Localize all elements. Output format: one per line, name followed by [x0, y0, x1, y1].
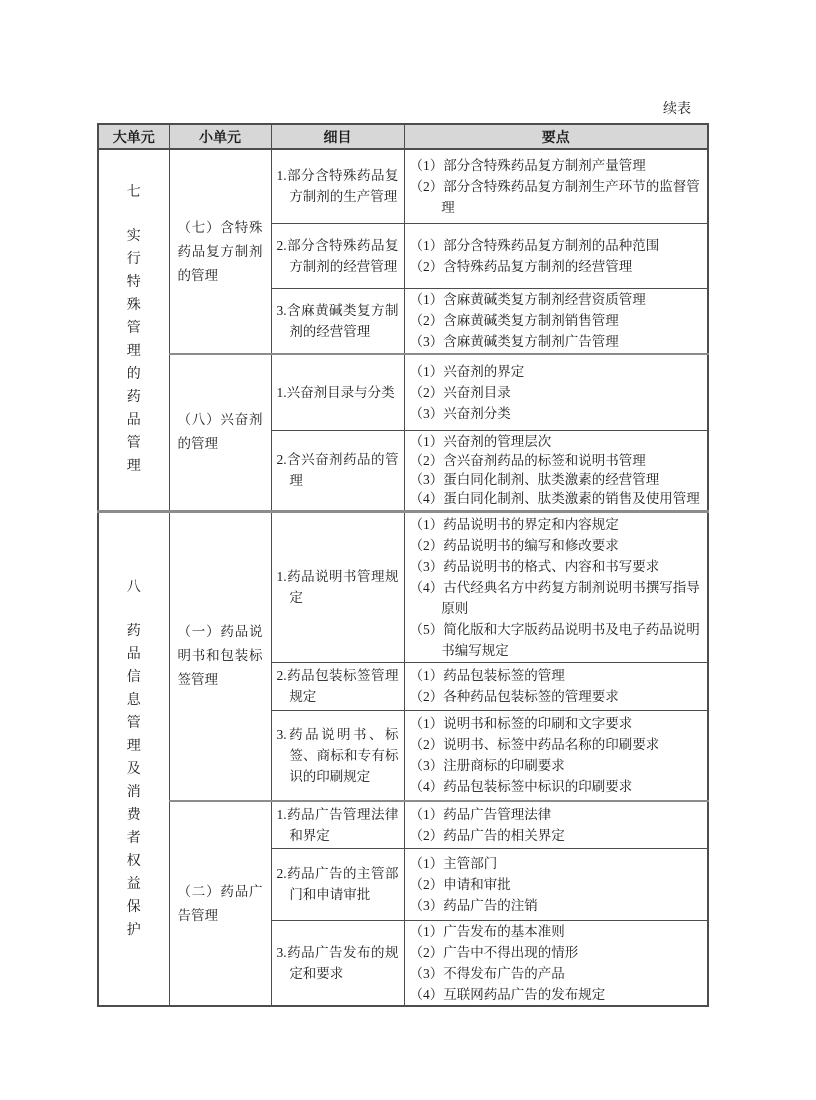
point: （4）互联网药品广告的发布规定 — [409, 986, 606, 1002]
item-cell — [271, 710, 404, 801]
item-cell — [271, 662, 404, 710]
header-minor-unit: 小单元 — [169, 124, 271, 149]
point: （1）说明书和标签的印刷和文字要求 — [409, 716, 633, 732]
item-text: 1.兴奋剂目录与分类 — [276, 384, 395, 400]
item-text: 3.含麻黄碱类复方制剂的经营管理 — [276, 302, 399, 339]
item-text: 2.药品包装标签管理规定 — [276, 668, 399, 704]
subunit-cell: （一）药品说明书和包装标签管理 — [169, 511, 271, 801]
point: （2）含特殊药品复方制剂的经营管理 — [409, 258, 633, 274]
unit-vertical-text — [126, 181, 141, 478]
item-text: 2.含兴奋剂药品的管理 — [276, 452, 399, 488]
point: （2）各种药品包装标签的管理要求 — [409, 689, 619, 704]
syllabus-table — [97, 123, 709, 1007]
point: （3）蛋白同化制剂、肽类激素的经营管理 — [409, 472, 660, 487]
points-cell — [404, 223, 708, 288]
table-row — [98, 149, 708, 223]
points-cell — [404, 662, 708, 710]
point: （2）说明书、标签中药品名称的印刷要求 — [409, 737, 660, 753]
point: （1）兴奋剂的界定 — [409, 363, 525, 379]
subunit-cell: （七）含特殊药品复方制剂的管理 — [169, 149, 271, 354]
table-row — [98, 801, 708, 848]
item-cell — [271, 354, 404, 430]
point: （1）主管部门 — [409, 855, 498, 871]
points-cell — [404, 430, 708, 511]
points-cell — [404, 149, 708, 223]
points-cell — [404, 710, 708, 801]
point: （3）含麻黄碱类复方制剂广告管理 — [409, 334, 619, 350]
unit-number: 七 — [126, 185, 141, 201]
item-cell — [271, 223, 404, 288]
point: （4）药品包装标签中标识的印刷要求 — [409, 779, 633, 795]
point: （1）药品广告管理法律 — [409, 806, 552, 822]
subunit-cell: （八）兴奋剂的管理 — [169, 354, 271, 511]
unit-cell-8 — [98, 511, 169, 1006]
unit-cell-7 — [98, 149, 169, 511]
item-text: 3.药品广告发布的规定和要求 — [276, 944, 399, 981]
point: （2）广告中不得出现的情形 — [409, 944, 579, 960]
point: （3）注册商标的印刷要求 — [409, 758, 565, 774]
point: （2）药品广告的相关界定 — [409, 827, 565, 843]
item-text: 2.药品广告的主管部门和申请审批 — [276, 866, 399, 902]
item-cell — [271, 848, 404, 920]
item-text: 1.药品广告管理法律和界定 — [276, 806, 399, 843]
point: （1）药品说明书的界定和内容规定 — [409, 516, 619, 532]
point: （1）部分含特殊药品复方制剂产量管理 — [409, 157, 646, 173]
point: （2）药品说明书的编写和修改要求 — [409, 537, 619, 553]
point: （2）含兴奋剂药品的标签和说明书管理 — [409, 453, 646, 468]
item-text: 2.部分含特殊药品复方制剂的经营管理 — [276, 237, 399, 274]
point: （3）不得发布广告的产品 — [409, 965, 565, 981]
item-cell — [271, 288, 404, 354]
item-cell — [271, 149, 404, 223]
unit-title: 实行特殊管理的药品管理 — [126, 229, 141, 475]
points-cell — [404, 848, 708, 920]
continued-table-label: 续表 — [663, 102, 691, 117]
document-sheet — [97, 100, 707, 1007]
points-cell — [404, 801, 708, 848]
point: （1）广告发布的基本准则 — [409, 923, 565, 939]
point: （4）古代经典名方中药复方制剂说明书撰写指导原则 — [409, 579, 700, 616]
item-text: 1.部分含特殊药品复方制剂的生产管理 — [276, 168, 399, 205]
point: （3）兴奋剂分类 — [409, 405, 511, 421]
point: （4）蛋白同化制剂、肽类激素的销售及使用管理 — [409, 491, 700, 506]
points-cell — [404, 920, 708, 1006]
point: （2）申请和审批 — [409, 876, 511, 892]
unit-title: 药品信息管理及消费者权益保护 — [126, 623, 141, 938]
point: （3）药品说明书的格式、内容和书写要求 — [409, 558, 660, 574]
header-key-points: 要点 — [404, 124, 708, 149]
point: （1）药品包装标签的管理 — [409, 668, 565, 683]
point: （2）含麻黄碱类复方制剂销售管理 — [409, 313, 619, 329]
unit-vertical-text — [126, 576, 141, 942]
item-text: 3.药品说明书、标签、商标和专有标识的印刷规定 — [276, 726, 399, 784]
header-detail: 细目 — [271, 124, 404, 149]
item-cell — [271, 920, 404, 1006]
table-row — [98, 511, 708, 662]
point: （1）部分含特殊药品复方制剂的品种范围 — [409, 237, 660, 253]
point: （2）兴奋剂目录 — [409, 384, 511, 400]
table-row — [98, 354, 708, 430]
item-cell — [271, 430, 404, 511]
item-text: 1.药品说明书管理规定 — [276, 569, 399, 605]
item-cell — [271, 801, 404, 848]
unit-number: 八 — [126, 579, 141, 595]
points-cell — [404, 511, 708, 662]
header-row — [98, 124, 708, 149]
item-cell — [271, 511, 404, 662]
point: （1）兴奋剂的管理层次 — [409, 434, 552, 449]
header-major-unit: 大单元 — [98, 124, 169, 149]
point: （1）含麻黄碱类复方制剂经营资质管理 — [409, 292, 646, 308]
point: （5）简化版和大字版药品说明书及电子药品说明书编写规定 — [409, 621, 700, 658]
points-cell — [404, 354, 708, 430]
points-cell — [404, 288, 708, 354]
subunit-cell: （二）药品广告管理 — [169, 801, 271, 1006]
point: （2）部分含特殊药品复方制剂生产环节的监督管理 — [409, 178, 700, 215]
point: （3）药品广告的注销 — [409, 897, 538, 913]
